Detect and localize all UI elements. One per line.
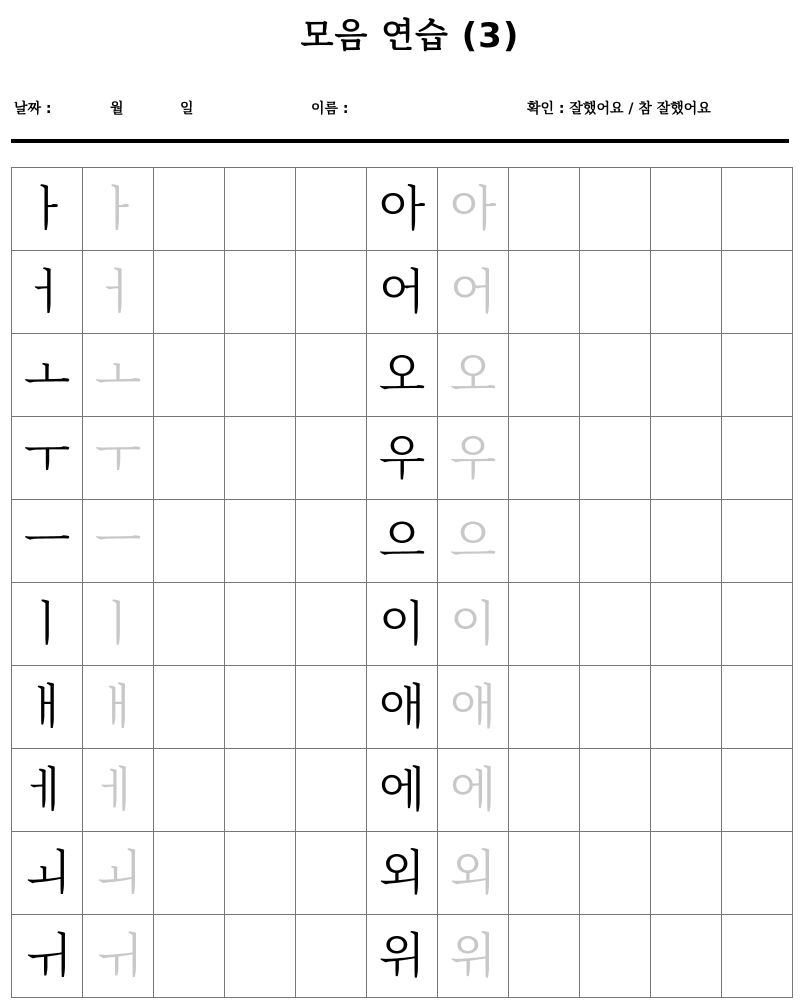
syllable-practice-cell [580, 500, 651, 583]
vowel-trace: ㅜ [83, 417, 154, 500]
syllable-practice-cell [509, 334, 580, 417]
syllable-practice-cell [509, 915, 580, 998]
syllable-practice-cell [651, 334, 722, 417]
syllable-practice-cell [509, 666, 580, 749]
vowel-practice-cell [154, 749, 225, 832]
syllable-model: 에 [367, 749, 438, 832]
syllable-practice-cell [651, 915, 722, 998]
practice-row [12, 666, 793, 749]
vowel-practice-cell [225, 500, 296, 583]
practice-row [12, 915, 793, 998]
syllable-model: 아 [367, 168, 438, 251]
vowel-practice-cell [296, 583, 367, 666]
syllable-practice-cell [509, 749, 580, 832]
day-label: 일 [180, 101, 194, 117]
syllable-practice-cell [651, 168, 722, 251]
syllable-trace: 아 [438, 168, 509, 251]
vowel-trace: ㅟ [83, 915, 154, 998]
syllable-practice-cell [651, 251, 722, 334]
vowel-model: ㅗ [12, 334, 83, 417]
syllable-trace: 위 [438, 915, 509, 998]
vowel-practice-cell [154, 168, 225, 251]
syllable-practice-cell [722, 334, 793, 417]
page-title: 모음 연습 (3) [300, 16, 520, 56]
syllable-practice-cell [722, 417, 793, 500]
vowel-practice-cell [154, 583, 225, 666]
vowel-model: ㅟ [12, 915, 83, 998]
vowel-practice-cell [154, 915, 225, 998]
vowel-practice-cell [225, 583, 296, 666]
syllable-practice-cell [509, 251, 580, 334]
syllable-practice-cell [722, 583, 793, 666]
header-divider [11, 139, 789, 143]
vowel-practice-cell [154, 500, 225, 583]
syllable-trace: 외 [438, 832, 509, 915]
syllable-practice-cell [722, 500, 793, 583]
syllable-practice-cell [651, 749, 722, 832]
vowel-trace: ㅐ [83, 666, 154, 749]
syllable-model: 으 [367, 500, 438, 583]
syllable-practice-cell [722, 666, 793, 749]
syllable-practice-cell [509, 832, 580, 915]
vowel-practice-cell [225, 417, 296, 500]
syllable-practice-cell [580, 334, 651, 417]
syllable-practice-cell [509, 168, 580, 251]
month-label: 월 [110, 101, 124, 117]
vowel-trace: ㅚ [83, 832, 154, 915]
vowel-practice-cell [296, 832, 367, 915]
practice-row [12, 334, 793, 417]
vowel-practice-cell [154, 334, 225, 417]
vowel-trace: ㅗ [83, 334, 154, 417]
vowel-practice-cell [225, 251, 296, 334]
practice-row [12, 251, 793, 334]
vowel-practice-cell [225, 334, 296, 417]
syllable-practice-cell [580, 583, 651, 666]
vowel-practice-cell [296, 915, 367, 998]
vowel-practice-cell [154, 666, 225, 749]
vowel-model: ㅓ [12, 251, 83, 334]
syllable-practice-cell [722, 168, 793, 251]
syllable-trace: 어 [438, 251, 509, 334]
syllable-practice-cell [722, 832, 793, 915]
syllable-practice-cell [651, 583, 722, 666]
syllable-practice-cell [509, 500, 580, 583]
syllable-practice-cell [580, 915, 651, 998]
syllable-practice-cell [580, 666, 651, 749]
vowel-practice-cell [296, 334, 367, 417]
vowel-practice-cell [154, 251, 225, 334]
syllable-practice-cell [651, 417, 722, 500]
syllable-trace: 이 [438, 583, 509, 666]
syllable-model: 어 [367, 251, 438, 334]
vowel-model: ㅜ [12, 417, 83, 500]
vowel-practice-cell [154, 832, 225, 915]
syllable-trace: 오 [438, 334, 509, 417]
syllable-trace: 애 [438, 666, 509, 749]
vowel-trace: ㅏ [83, 168, 154, 251]
syllable-model: 애 [367, 666, 438, 749]
practice-row [12, 832, 793, 915]
syllable-practice-cell [580, 251, 651, 334]
name-label: 이름 : [311, 101, 349, 117]
syllable-practice-cell [580, 749, 651, 832]
vowel-practice-cell [225, 168, 296, 251]
vowel-practice-cell [225, 749, 296, 832]
vowel-practice-cell [296, 500, 367, 583]
syllable-practice-cell [722, 915, 793, 998]
syllable-practice-cell [651, 666, 722, 749]
syllable-model: 외 [367, 832, 438, 915]
syllable-model: 우 [367, 417, 438, 500]
practice-row [12, 168, 793, 251]
vowel-practice-cell [296, 666, 367, 749]
syllable-practice-cell [651, 832, 722, 915]
practice-row [12, 417, 793, 500]
syllable-model: 이 [367, 583, 438, 666]
vowel-practice-cell [296, 251, 367, 334]
vowel-model: ㅔ [12, 749, 83, 832]
vowel-practice-cell [225, 832, 296, 915]
practice-grid-body [12, 168, 793, 998]
vowel-practice-cell [225, 666, 296, 749]
syllable-trace: 우 [438, 417, 509, 500]
practice-row [12, 500, 793, 583]
practice-row [12, 749, 793, 832]
syllable-practice-cell [509, 583, 580, 666]
vowel-trace: ㅡ [83, 500, 154, 583]
syllable-model: 위 [367, 915, 438, 998]
syllable-trace: 에 [438, 749, 509, 832]
vowel-trace: ㅔ [83, 749, 154, 832]
vowel-practice-cell [225, 915, 296, 998]
vowel-model: ㅚ [12, 832, 83, 915]
practice-grid [11, 167, 793, 998]
syllable-practice-cell [580, 832, 651, 915]
syllable-practice-cell [509, 417, 580, 500]
syllable-practice-cell [580, 168, 651, 251]
vowel-model: ㅐ [12, 666, 83, 749]
vowel-trace: ㅓ [83, 251, 154, 334]
vowel-trace: ㅣ [83, 583, 154, 666]
vowel-model: ㅏ [12, 168, 83, 251]
date-label: 날짜 : [14, 101, 52, 117]
syllable-practice-cell [722, 749, 793, 832]
vowel-practice-cell [154, 417, 225, 500]
syllable-practice-cell [580, 417, 651, 500]
syllable-model: 오 [367, 334, 438, 417]
vowel-model: ㅣ [12, 583, 83, 666]
vowel-practice-cell [296, 749, 367, 832]
vowel-practice-cell [296, 168, 367, 251]
syllable-trace: 으 [438, 500, 509, 583]
vowel-model: ㅡ [12, 500, 83, 583]
check-label: 확인 : 잘했어요 / 참 잘했어요 [527, 101, 711, 117]
vowel-practice-cell [296, 417, 367, 500]
practice-row [12, 583, 793, 666]
syllable-practice-cell [722, 251, 793, 334]
syllable-practice-cell [651, 500, 722, 583]
